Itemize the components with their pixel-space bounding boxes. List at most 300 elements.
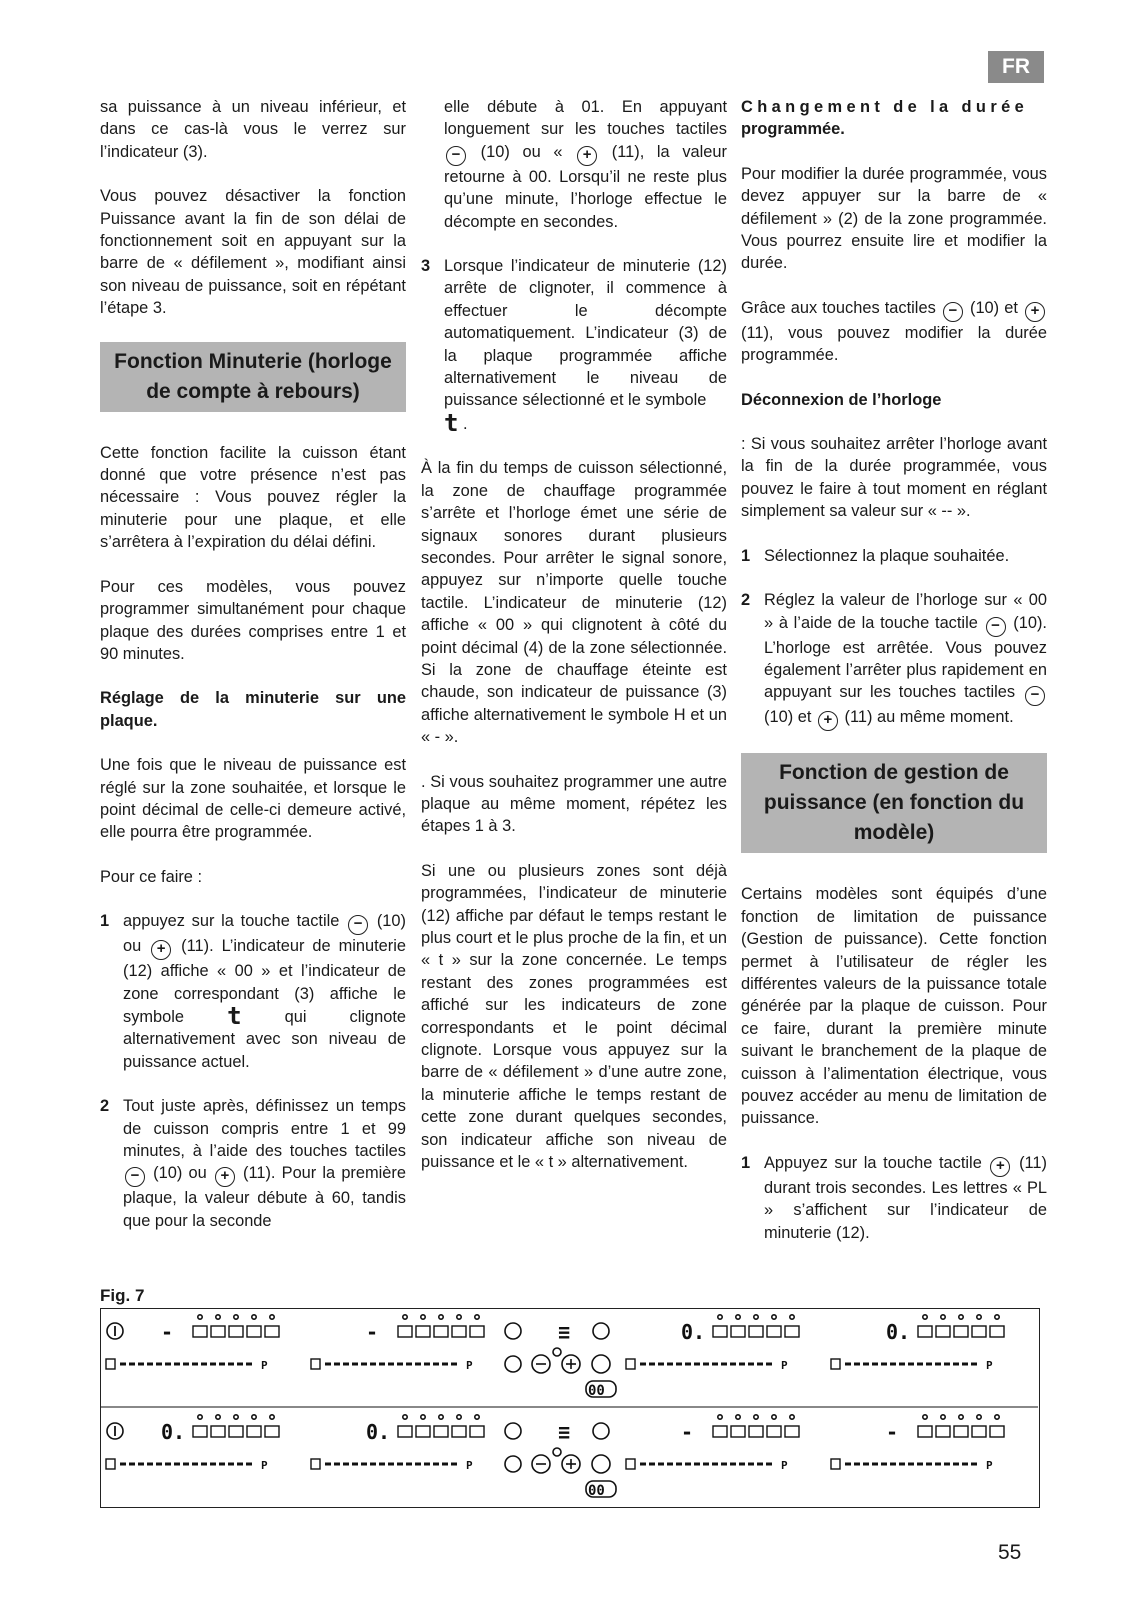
paragraph [741, 297, 1047, 367]
slider-segment [210, 1463, 216, 1466]
text: (11), la valeur retourne à 00. Lorsqu’il ne reste plus qu’une minute, l’horloge effectue le décompte en secondes. [444, 142, 727, 231]
text: (11) durant trois secondes. Les lettres « PL » s’affichent sur l’indicateur de minuterie (12). [764, 1153, 1047, 1242]
level-box [434, 1326, 448, 1337]
level-box [767, 1326, 781, 1337]
level-dot [234, 1315, 238, 1319]
slider-segment [908, 1463, 914, 1466]
text: (10) et [764, 708, 812, 727]
slider-segment [944, 1463, 950, 1466]
slider-segment [415, 1363, 421, 1366]
level-box [749, 1426, 763, 1437]
slider-segment [694, 1363, 700, 1366]
timer-display-icon [592, 1455, 610, 1473]
paragraph: Certains modèles sont équipés d’une fonction de limitation de puissance (Gestion de puissance). Cette fonction permet à l’utilisateur de régler les différentes valeurs de la puissance totale générée par la plaque de cuisson. Pour ce faire, durant la première minute suivant le branchement de la plaque de cuisson à l’alimentation électrique, vous pouvez accéder au menu de limitation de puissance. [741, 885, 1047, 1128]
control-panel-figure [100, 1308, 1040, 1508]
text: elle débute à 01. En appuyant longuement sur les touches tactiles [444, 98, 727, 139]
language-tab: FR [988, 51, 1044, 83]
slider-segment [667, 1463, 673, 1466]
pause-icon [593, 1423, 609, 1439]
slider-segment [640, 1463, 646, 1466]
text: (11), vous pouvez modifier la durée programmée. [741, 323, 1047, 365]
slider-segment [433, 1463, 439, 1466]
slider-segment [451, 1463, 457, 1466]
timer-t-symbol-icon: t [227, 1001, 242, 1030]
level-dot [977, 1415, 981, 1419]
minus-touch-icon: − [1025, 686, 1045, 706]
slider-end-label: P [261, 1359, 268, 1372]
slider-segment [370, 1463, 376, 1466]
slider-segment [120, 1463, 126, 1466]
slider-segment [174, 1363, 180, 1366]
level-dot [718, 1315, 722, 1319]
slider-segment [246, 1363, 252, 1366]
level-dot [198, 1415, 202, 1419]
slider-segment [120, 1363, 126, 1366]
level-dot [421, 1315, 425, 1319]
level-dot [457, 1315, 461, 1319]
subheading: Déconnexion de l’horloge [741, 390, 942, 409]
text: (10) ou [153, 1164, 207, 1183]
level-dot [252, 1315, 256, 1319]
slider-segment [406, 1363, 412, 1366]
level-box [398, 1426, 412, 1437]
step-number: 2 [741, 591, 751, 610]
level-dot [736, 1415, 740, 1419]
slider-end-label: P [986, 1359, 993, 1372]
step-number: 1 [741, 1153, 751, 1172]
slider-segment [658, 1463, 664, 1466]
level-box [265, 1426, 279, 1437]
slider-segment [712, 1463, 718, 1466]
slider-segment [147, 1463, 153, 1466]
slider-segment [854, 1463, 860, 1466]
level-box [990, 1426, 1004, 1437]
column-3 [741, 96, 1047, 1266]
level-dot [772, 1415, 776, 1419]
slider-segment [953, 1363, 959, 1366]
timer-display-icon [592, 1355, 610, 1373]
slider-segment [757, 1363, 763, 1366]
slider-segment [766, 1363, 772, 1366]
slider-segment [451, 1363, 457, 1366]
slider-segment [899, 1363, 905, 1366]
step-text [764, 1152, 1047, 1244]
minus-touch-icon: − [348, 915, 368, 935]
slider-segment [379, 1463, 385, 1466]
slider-segment [658, 1363, 664, 1366]
step-1 [741, 1152, 1047, 1244]
slider-segment [935, 1363, 941, 1366]
figure-label: Fig. 7 [100, 1286, 145, 1305]
plus-touch-icon: + [990, 1157, 1010, 1177]
slider-segment [246, 1463, 252, 1466]
slider-segment [917, 1363, 923, 1366]
level-dot [790, 1315, 794, 1319]
level-box [211, 1326, 225, 1337]
paragraph: : Si vous souhaitez arrêter l’horloge avant la fin de la durée programmée, vous pouvez le faire à tout moment en réglant simplement sa valeur sur « -- ». [741, 435, 1047, 521]
text: Appuyez sur la touche tactile [764, 1153, 982, 1172]
slider-segment [703, 1363, 709, 1366]
slider-segment [165, 1363, 171, 1366]
text: programmée. [741, 120, 845, 139]
level-box [972, 1326, 986, 1337]
slider-start-icon [311, 1359, 320, 1369]
page-number: 55 [998, 1541, 1022, 1564]
level-dot [216, 1415, 220, 1419]
level-dot [959, 1315, 963, 1319]
text: (10) ou [123, 912, 406, 956]
slider-start-icon [311, 1459, 320, 1469]
slider-segment [721, 1463, 727, 1466]
slider-segment [397, 1363, 403, 1366]
text: (11). Pour la première plaque, la valeur débute à 60, tandis que pour la seconde [123, 1164, 406, 1230]
zone-display: 0. [886, 1320, 911, 1344]
slider-segment [694, 1463, 700, 1466]
level-dot [995, 1315, 999, 1319]
step-number: 2 [100, 1097, 110, 1116]
slider-segment [908, 1363, 914, 1366]
slider-segment [685, 1363, 691, 1366]
slider-segment [854, 1363, 860, 1366]
slider-segment [721, 1363, 727, 1366]
slider-segment [649, 1463, 655, 1466]
timer-t-symbol-icon: t [444, 408, 459, 437]
level-box [954, 1326, 968, 1337]
level-box [434, 1426, 448, 1437]
slider-segment [935, 1463, 941, 1466]
slider-segment [397, 1463, 403, 1466]
plus-touch-icon: + [1025, 302, 1045, 322]
zone-display: 0. [366, 1420, 391, 1444]
level-box [918, 1326, 932, 1337]
paragraph: Pour modifier la durée programmée, vous devez appuyer sur la barre de « défilement » (2) de la zone programmée. Vous pourrez ensuite lire et modifier la durée. [741, 164, 1047, 273]
slider-segment [667, 1363, 673, 1366]
paragraph: Une fois que le niveau de puissance est réglé sur la zone souhaitée, et lorsque le point décimal de celle-ci demeure activé, elle pourra être programmée. [100, 756, 406, 842]
zone-select-icon [505, 1456, 521, 1472]
slider-segment [640, 1363, 646, 1366]
level-dot [439, 1315, 443, 1319]
slider-segment [748, 1363, 754, 1366]
slider-segment [343, 1363, 349, 1366]
slider-segment [183, 1463, 189, 1466]
lock-icon [505, 1323, 521, 1339]
level-box [972, 1426, 986, 1437]
paragraph: Pour ce faire : [100, 867, 203, 886]
slider-segment [872, 1463, 878, 1466]
timer-digit-text: 00 [588, 1383, 605, 1399]
level-dot [216, 1315, 220, 1319]
slider-segment [379, 1363, 385, 1366]
timer-bars-icon: ≡ [558, 1420, 571, 1444]
level-box [193, 1426, 207, 1437]
step-number: 3 [421, 257, 431, 276]
slider-end-label: P [781, 1459, 788, 1472]
text: . [463, 414, 468, 433]
slider-segment [971, 1463, 977, 1466]
level-dot [718, 1415, 722, 1419]
slider-segment [757, 1463, 763, 1466]
step-number: 1 [741, 546, 751, 565]
zone-display: 0. [681, 1320, 706, 1344]
slider-start-icon [626, 1359, 635, 1369]
level-box [785, 1326, 799, 1337]
paragraph: Cette fonction facilite la cuisson étant donné que votre présence n’est pas nécessaire : Vous pouvez régler la minuterie pour une plaque, et elle s’arrêtera à l’expiration du délai défini. [100, 443, 406, 552]
slider-segment [845, 1363, 851, 1366]
slider-segment [192, 1363, 198, 1366]
slider-segment [881, 1363, 887, 1366]
slider-segment [325, 1463, 331, 1466]
slider-segment [237, 1463, 243, 1466]
slider-segment [685, 1463, 691, 1466]
slider-segment [899, 1463, 905, 1466]
level-dot [941, 1315, 945, 1319]
slider-segment [228, 1363, 234, 1366]
slider-segment [971, 1363, 977, 1366]
slider-segment [962, 1363, 968, 1366]
column-2 [421, 96, 727, 1195]
slider-segment [237, 1363, 243, 1366]
step-3 [421, 255, 727, 435]
slider-segment [424, 1363, 430, 1366]
slider-segment [676, 1463, 682, 1466]
slider-segment [370, 1363, 376, 1366]
minus-touch-icon: − [943, 302, 963, 322]
slider-segment [201, 1363, 207, 1366]
timer-bars-icon: ≡ [558, 1320, 571, 1344]
paragraph: Vous pouvez désactiver la fonction Puissance avant la fin de son délai de fonctionnement soit en appuyant sur la barre de « défilement », modifiant ainsi son niveau de puissance, soit en répétant l’étape 3. [100, 187, 406, 318]
zone-display: 0. [161, 1420, 186, 1444]
slider-segment [649, 1363, 655, 1366]
level-box [918, 1426, 932, 1437]
section-heading-minuterie: Fonction Minuterie (horloge de compte à rebours) [100, 342, 406, 412]
slider-start-icon [106, 1359, 115, 1369]
level-dot [754, 1415, 758, 1419]
paragraph: sa puissance à un niveau inférieur, et dans ce cas-là vous le verrez sur l’indicateur (3). [100, 98, 406, 161]
level-box [713, 1326, 727, 1337]
level-dot [959, 1415, 963, 1419]
level-dot [252, 1415, 256, 1419]
zone-display: - [681, 1420, 694, 1444]
level-box [470, 1426, 484, 1437]
step-1 [741, 545, 1047, 567]
step-text [444, 255, 727, 435]
text: Lorsque l’indicateur de minuterie (12) arrête de clignoter, il commence à effectuer le décompte automatiquement. L’indicateur (3) de la plaque programmée affiche alternativement le niveau de puissance sélectionné et le symbole [444, 257, 727, 410]
slider-segment [712, 1363, 718, 1366]
level-dot [403, 1415, 407, 1419]
level-dot [941, 1415, 945, 1419]
lock-icon [505, 1423, 521, 1439]
slider-segment [890, 1463, 896, 1466]
text: (11) au même moment. [844, 708, 1014, 727]
timer-indicator-dot [553, 1348, 561, 1356]
level-dot [403, 1315, 407, 1319]
level-box [731, 1426, 745, 1437]
paragraph [421, 96, 727, 233]
slider-segment [174, 1463, 180, 1466]
slider-segment [739, 1463, 745, 1466]
level-box [936, 1326, 950, 1337]
text: (10) ou « [480, 142, 563, 161]
paragraph: Si une ou plusieurs zones sont déjà programmées, l’indicateur de minuterie (12) affiche par défaut le temps restant le plus court et le plus proche de la fin, et un « t » sur la zone concernée. Le temps restant des zones programmées est affiché sur les indicateurs de zone correspondants et le point décimal clignote. Lorsque vous appuyez sur la barre de « défilement » d’une autre zone, la minuterie affiche le temps restant de cette zone durant quelques secondes, son indicateur affiche son niveau de puissance et le « t » alternativement. [421, 861, 727, 1172]
slider-segment [201, 1463, 207, 1466]
slider-start-icon [831, 1459, 840, 1469]
pause-icon [593, 1323, 609, 1339]
plus-touch-icon: + [151, 940, 171, 960]
level-dot [234, 1415, 238, 1419]
level-box [229, 1426, 243, 1437]
step-text [123, 1095, 406, 1232]
subheading: Réglage de la minuterie sur une plaque. [100, 689, 406, 730]
slider-segment [962, 1463, 968, 1466]
level-dot [977, 1315, 981, 1319]
zone-select-icon [505, 1356, 521, 1372]
slider-segment [415, 1463, 421, 1466]
slider-segment [147, 1363, 153, 1366]
slider-start-icon [626, 1459, 635, 1469]
level-dot [923, 1415, 927, 1419]
level-box [749, 1326, 763, 1337]
slider-end-label: P [986, 1459, 993, 1472]
step-1 [100, 910, 406, 1073]
slider-segment [863, 1363, 869, 1366]
step-text: Sélectionnez la plaque souhaitée. [764, 546, 1010, 565]
level-box [416, 1326, 430, 1337]
slider-segment [219, 1463, 225, 1466]
slider-start-icon [106, 1459, 115, 1469]
text: (10). L’horloge est arrêtée. Vous pouvez également l’arrêter plus rapidement en appuyant sur les touches tactiles [764, 613, 1047, 702]
slider-segment [703, 1463, 709, 1466]
level-box [229, 1326, 243, 1337]
slider-end-label: P [466, 1359, 473, 1372]
slider-segment [334, 1463, 340, 1466]
level-box [265, 1326, 279, 1337]
slider-segment [156, 1463, 162, 1466]
slider-segment [228, 1463, 234, 1466]
slider-end-label: P [466, 1459, 473, 1472]
timer-indicator-dot [553, 1448, 561, 1456]
slider-segment [334, 1363, 340, 1366]
slider-segment [739, 1363, 745, 1366]
minus-touch-icon: − [446, 146, 466, 166]
slider-segment [424, 1463, 430, 1466]
level-box [936, 1426, 950, 1437]
slider-segment [926, 1363, 932, 1366]
slider-segment [165, 1463, 171, 1466]
level-dot [475, 1315, 479, 1319]
level-box [247, 1326, 261, 1337]
level-box [954, 1426, 968, 1437]
text: Tout juste après, définissez un temps de cuisson compris entre 1 et 99 minutes, à l’aide des touches tactiles [123, 1097, 406, 1160]
slider-segment [343, 1463, 349, 1466]
step-text [123, 910, 406, 1073]
level-box [247, 1426, 261, 1437]
slider-segment [192, 1463, 198, 1466]
step-2 [100, 1095, 406, 1232]
slider-segment [183, 1363, 189, 1366]
text: (10) et [969, 298, 1018, 317]
column-1 [100, 96, 406, 1254]
level-box [193, 1326, 207, 1337]
slider-segment [361, 1363, 367, 1366]
level-box [713, 1426, 727, 1437]
step-text [764, 589, 1047, 731]
slider-segment [872, 1363, 878, 1366]
slider-segment [388, 1463, 394, 1466]
plus-touch-icon: + [577, 146, 597, 166]
level-box [452, 1426, 466, 1437]
slider-segment [129, 1463, 135, 1466]
slider-segment [406, 1463, 412, 1466]
level-dot [421, 1415, 425, 1419]
paragraph: . Si vous souhaitez programmer une autre plaque au même moment, répétez les étapes 1 à 3. [421, 772, 727, 836]
level-box [211, 1426, 225, 1437]
text: qui clignote alternativement avec son niveau de puissance actuel. [123, 1007, 406, 1071]
slider-segment [433, 1363, 439, 1366]
slider-end-label: P [781, 1359, 788, 1372]
section-heading-gestion-puissance: Fonction de gestion de puissance (en fonction du modèle) [741, 753, 1047, 853]
plus-touch-icon: + [818, 711, 838, 731]
slider-segment [676, 1363, 682, 1366]
slider-segment [953, 1463, 959, 1466]
slider-segment [766, 1463, 772, 1466]
slider-segment [890, 1363, 896, 1366]
slider-segment [881, 1463, 887, 1466]
level-dot [457, 1415, 461, 1419]
slider-segment [926, 1463, 932, 1466]
slider-segment [361, 1463, 367, 1466]
minus-touch-icon: − [986, 617, 1006, 637]
slider-segment [210, 1363, 216, 1366]
step-number: 1 [100, 912, 110, 931]
slider-segment [352, 1363, 358, 1366]
level-dot [475, 1415, 479, 1419]
slider-segment [845, 1463, 851, 1466]
slider-segment [156, 1363, 162, 1366]
zone-display: - [161, 1320, 174, 1344]
slider-segment [352, 1463, 358, 1466]
slider-segment [917, 1463, 923, 1466]
level-dot [790, 1415, 794, 1419]
text: Changement de la durée [741, 98, 1029, 116]
slider-segment [325, 1363, 331, 1366]
slider-segment [138, 1363, 144, 1366]
plus-touch-icon: + [215, 1167, 235, 1187]
level-dot [439, 1415, 443, 1419]
zone-display: - [886, 1420, 899, 1444]
level-dot [270, 1415, 274, 1419]
level-box [452, 1326, 466, 1337]
slider-segment [730, 1463, 736, 1466]
slider-segment [442, 1363, 448, 1366]
text: appuyez sur la touche tactile [123, 912, 340, 931]
slider-end-label: P [261, 1459, 268, 1472]
slider-segment [129, 1363, 135, 1366]
slider-segment [944, 1363, 950, 1366]
level-box [731, 1326, 745, 1337]
minus-touch-icon: − [125, 1167, 145, 1187]
text: Réglez la valeur de l’horloge sur « 00 » à l’aide de la touche tactile [764, 591, 1047, 632]
paragraph: Pour ces modèles, vous pouvez programmer simultanément pour chaque plaque des durées comprises entre 1 et 90 minutes. [100, 577, 406, 663]
level-dot [995, 1415, 999, 1419]
level-dot [270, 1315, 274, 1319]
control-panel-diagram [101, 1309, 1038, 1506]
slider-start-icon [831, 1359, 840, 1369]
level-box [785, 1426, 799, 1437]
zone-display: - [366, 1320, 379, 1344]
level-box [767, 1426, 781, 1437]
slider-segment [138, 1463, 144, 1466]
level-box [416, 1426, 430, 1437]
